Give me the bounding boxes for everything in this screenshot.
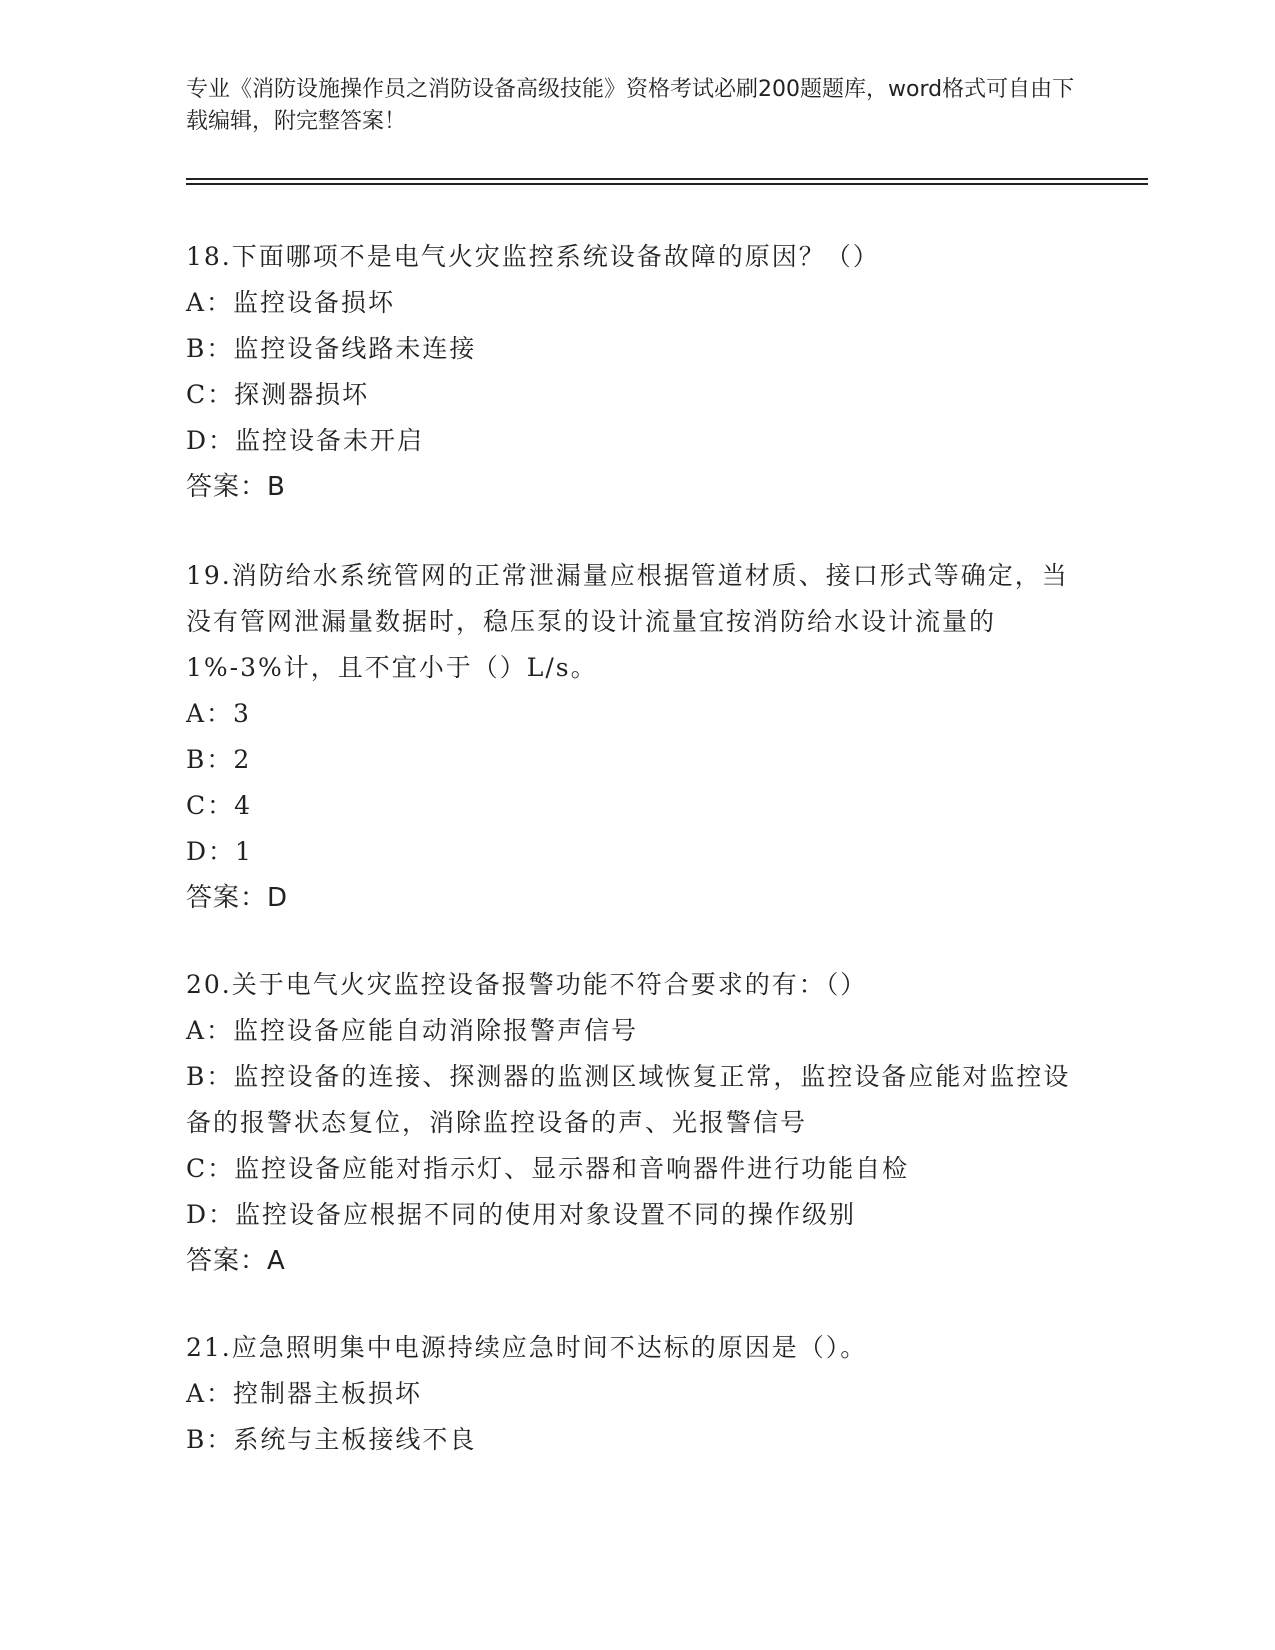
option-b: B：2 — [186, 745, 252, 774]
option-b: B：监控设备的连接、探测器的监测区域恢复正常，监控设备应能对监控设备的报警状态复位，消除监控设备的声、光报警信号 — [186, 1062, 1071, 1137]
option-c: C：监控设备应能对指示灯、显示器和音响器件进行功能自检 — [186, 1154, 910, 1183]
option-a: A：3 — [186, 699, 251, 728]
option-d: D：监控设备应根据不同的使用对象设置不同的操作级别 — [186, 1200, 857, 1229]
question-21 — [186, 1325, 1086, 1463]
question-20 — [186, 962, 1086, 1284]
option-b: B：监控设备线路未连接 — [186, 334, 477, 363]
header-rule-top — [186, 178, 1148, 180]
option-a: A：监控设备损坏 — [186, 288, 396, 317]
option-b: B：系统与主板接线不良 — [186, 1425, 477, 1454]
option-c: C：4 — [186, 791, 253, 820]
answer: 答案：A — [186, 1246, 286, 1276]
question-stem: 21.应急照明集中电源持续应急时间不达标的原因是（）。 — [186, 1333, 868, 1362]
option-a: A：监控设备应能自动消除报警声信号 — [186, 1016, 639, 1045]
document-header: 专业《消防设施操作员之消防设备高级技能》资格考试必刷200题题库，word格式可自由下载编辑，附完整答案！ — [186, 77, 1075, 134]
question-18 — [186, 234, 1086, 510]
header-rule-bottom — [186, 183, 1148, 185]
option-c: C：探测器损坏 — [186, 380, 370, 409]
option-d: D：1 — [186, 837, 253, 866]
answer: 答案：B — [186, 472, 286, 502]
question-stem: 20.关于电气火灾监控设备报警功能不符合要求的有：（） — [186, 970, 868, 999]
question-stem: 18.下面哪项不是电气火灾监控系统设备故障的原因？（） — [186, 242, 880, 271]
option-d: D：监控设备未开启 — [186, 426, 425, 455]
answer: 答案：D — [186, 883, 289, 913]
option-a: A：控制器主板损坏 — [186, 1379, 423, 1408]
question-stem: 19.消防给水系统管网的正常泄漏量应根据管道材质、接口形式等确定，当没有管网泄漏量数据时，稳压泵的设计流量宜按消防给水设计流量的1%-3%计，且不宜小于（）L/s。 — [186, 561, 1069, 682]
question-19 — [186, 553, 1086, 921]
